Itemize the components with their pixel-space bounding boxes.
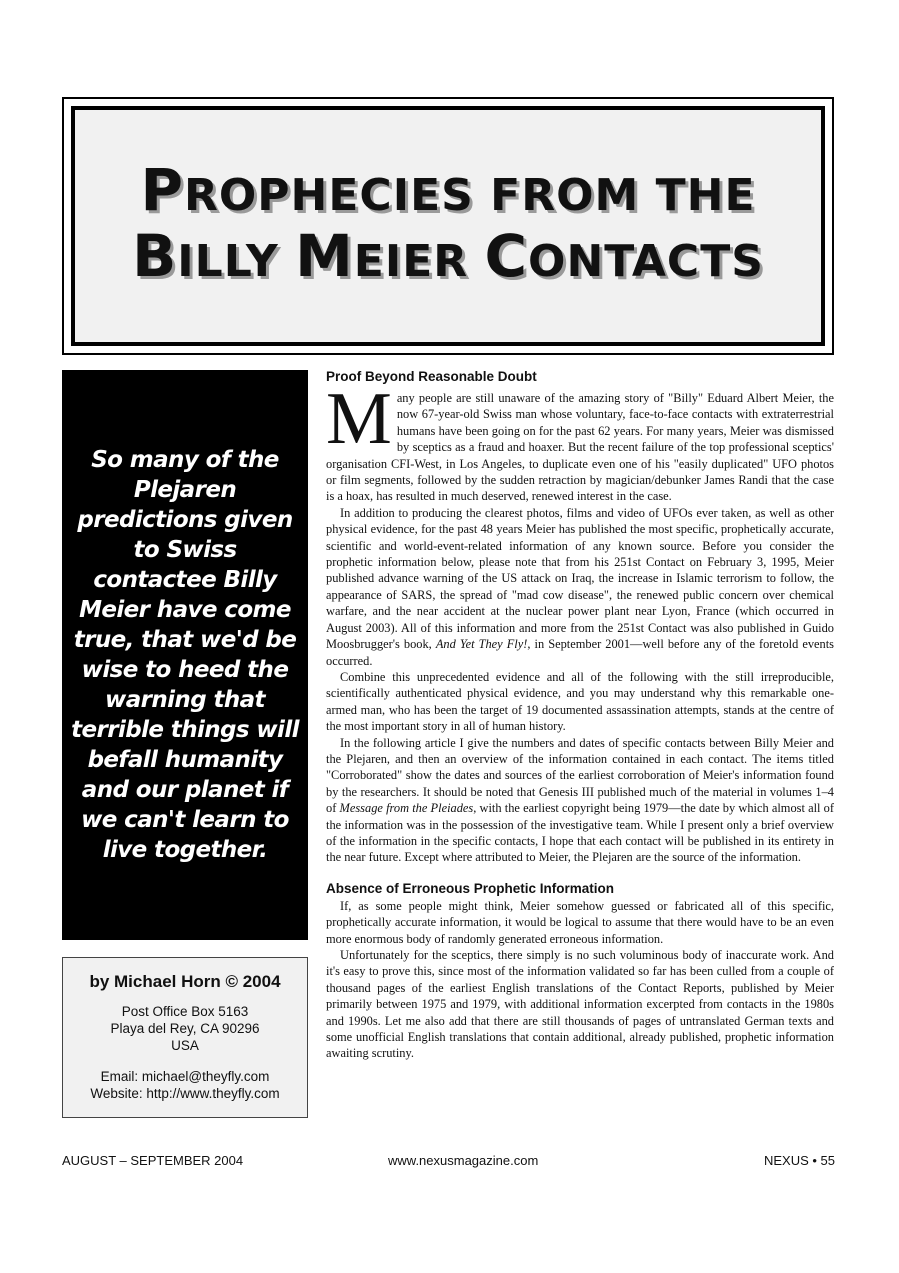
paragraph: [326, 735, 834, 866]
title-cap: B: [132, 222, 178, 290]
paragraph: [326, 378, 834, 505]
author-box: [62, 957, 308, 1118]
address-line: Post Office Box 5163: [121, 1004, 249, 1019]
author-website[interactable]: Website: http://www.theyfly.com: [90, 1086, 280, 1101]
title-cap: M: [295, 222, 354, 290]
title-text: ROPHECIES FROM THE: [184, 170, 756, 221]
book-title: And Yet They Fly!: [435, 637, 528, 652]
address-line: USA: [171, 1038, 199, 1053]
footer-date: AUGUST – SEPTEMBER 2004: [62, 1153, 244, 1168]
title-text: ONTACTS: [528, 236, 764, 287]
paragraph-text: , in September 2001—well before any of the foretold events occurred.: [326, 637, 834, 668]
title-text: EIER: [353, 236, 485, 287]
article-body: [326, 368, 834, 1062]
author-contact: [63, 1068, 307, 1102]
title-panel: [71, 106, 825, 346]
author-email[interactable]: Email: michael@theyfly.com: [100, 1069, 270, 1084]
drop-cap: M: [326, 378, 392, 460]
title-cap: C: [484, 222, 529, 290]
author-byline: by Michael Horn © 2004: [89, 972, 281, 991]
section-heading: Proof Beyond Reasonable Doubt: [326, 369, 537, 384]
title-cap: P: [140, 156, 185, 224]
title-text: ILLY: [177, 236, 296, 287]
paragraph-text: In the following article I give the numbers and dates of specific contacts between Billy Meier and the Plejaren, and then an overview of the information contained in each contact. The items titled "Corroborated" show the dates and sources of the earliest corroboration of Meier's information found by the researchers. It should be noted that Genesis III published much of the material in volumes 1–4 of: [326, 735, 834, 816]
paragraph-text: In addition to producing the clearest photos, films and video of UFOs ever taken, as well as other physical evidence, for the past 48 years Meier has published the most specific, prophetically accurate, scientific and world-event-related information of any known source. Before you consider the prophetic information below, please note that from his 251st Contact on February 3, 1995, Meier published advance warning of the US attack on Iraq, the increase in Islamic terrorism to follow, the appearance of SARS, the spread of "mad cow disease", the renewed public concern over chemical warfare, and the near accident at the nuclear power plant near Lyon, France (which occurred in August 2003). All of this information and more from the 251st Contact was also published in Guido Moosbrugger's book,: [326, 505, 834, 652]
title-line-2: [132, 222, 764, 292]
author-address: [63, 1003, 307, 1054]
address-line: Playa del Rey, CA 90296: [110, 1021, 260, 1036]
paragraph: [326, 505, 834, 669]
paragraph-text: any people are still unaware of the amazing story of "Billy" Eduard Albert Meier, the now 67-year-old Swiss man whose voluntary, face-to-face contacts with extraterrestrial humans have been going on for the past 62 years. For many years, Meier was dismissed by sceptics as a fraud and hoaxer. But the recent failure of the top professional sceptics' organisation CFI-West, in Los Angeles, to duplicate even one of his "easily duplicated" UFO photos or film segments, followed by the sudden retraction by magician/debunker James Randi that the case is a hoax, has resulted in much deserved, renewed interest in the case.: [326, 391, 834, 504]
footer-website[interactable]: www.nexusmagazine.com: [388, 1153, 539, 1168]
pull-quote-panel: [62, 370, 308, 940]
title-box: [62, 97, 834, 355]
section-heading: Absence of Erroneous Prophetic Information: [326, 880, 615, 896]
paragraph: If, as some people might think, Meier somehow guessed or fabricated all of this specific, prophetically accurate information, it would be logical to assume that there would have to be an even more enormous body of randomly generated erroneous information.: [326, 898, 834, 946]
title-line-1: [140, 156, 756, 226]
book-title: Message from the Pleiades: [339, 801, 474, 816]
paragraph: Unfortunately for the sceptics, there simply is no such voluminous body of inaccurate work. And it's easy to prove this, since most of the information validated so far has been culled from a couple of thousand pages of the earliest English translations of the Contact Reports, published by Meier primarily between 1975 and 1979, with additional information excerpted from contacts in the 1980s and 1990s. Let me also add that there are still thousands of pages of untranslated German texts and some unofficial English translations that contain additional, already published, prophetic information awaiting scrutiny.: [326, 948, 834, 1061]
paragraph: Combine this unprecedented evidence and all of the following with the still irreproducible, scientifically authenticated physical evidence, and you may understand why this remarkable one-armed man, who has been the target of 19 documented assassination attempts, stands at the centre of the most important story in all of human history.: [326, 669, 834, 734]
pull-quote: So many of the Plejaren predictions given to Swiss contactee Billy Meier have come true, that we'd be wise to heed the warning that terrible things will befall humanity and our planet if we can't learn to live together.: [71, 447, 299, 863]
footer-page-number: NEXUS • 55: [763, 1153, 835, 1168]
paragraph-text: , with the earliest copyright being 1979—the date by which almost all of the information was in the possession of the investigative team. While I present only a brief overview of the information in the specific contacts, I hope that each contact will be published in its entirety in the near future. Except where attributed to Meier, the Plejaren are the source of the information.: [326, 801, 835, 865]
